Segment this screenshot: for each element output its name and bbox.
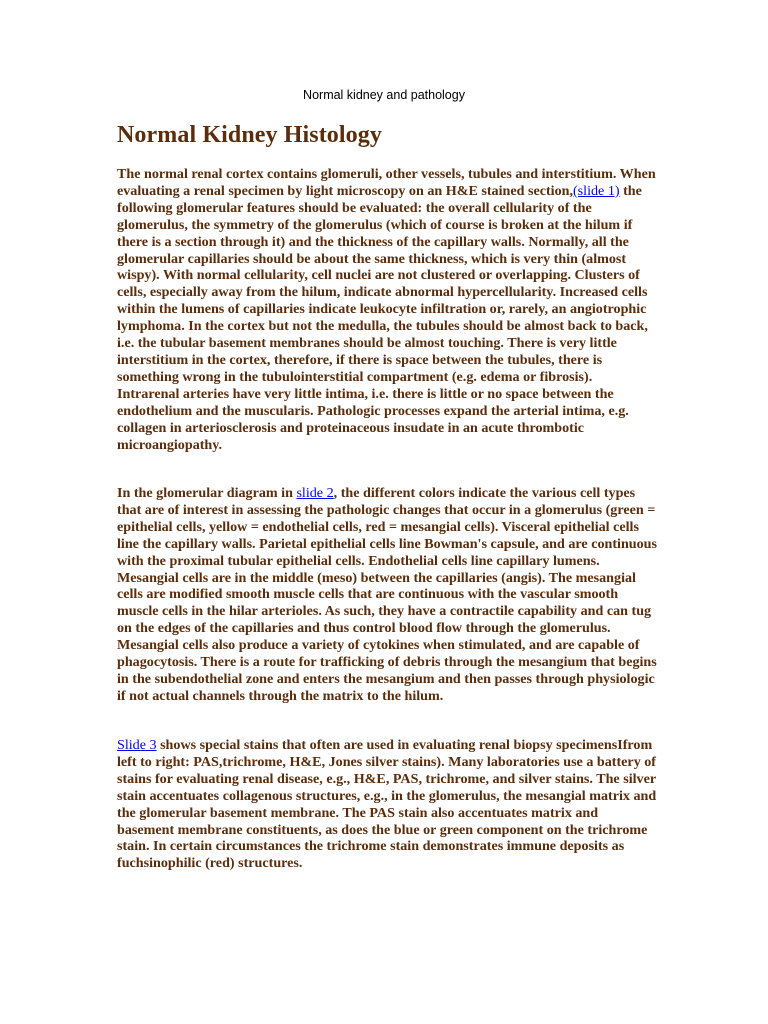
paragraph-special-stains: [117, 737, 657, 872]
paragraph-cortex: [117, 166, 657, 453]
paragraph-text: , the different colors indicate the various cell types that are of interest in assessing the pathologic changes that occur in a glomerulus (green = epithelial cells, yellow = endothelial cells, red = mesangial cells). Visceral epithelial cells line the capillary walls. Parietal epithelial cells line Bowman's capsule, and are continuous with the proximal tubular epithelial cells. Endothelial cells line capillary lumens. Mesangial cells are in the middle (meso) between the capillaries (angis). The mesangial cells are modified smooth muscle cells that are continuous with the vascular smooth muscle cells in the hilar arterioles. As such, they have a contractile capability and can tug on the edges of the capillaries and thus control blood flow through the glomerulus. Mesangial cells also produce a variety of cytokines when stimulated, and are capable of phagocytosis. There is a route for trafficking of debris through the mesangium that begins in the subendothelial zone and enters the mesangium and then passes through physiologic if not actual channels through the matrix to the hilum.: [117, 485, 658, 704]
paragraph-text: In the glomerular diagram in: [117, 485, 297, 501]
slide-3-link[interactable]: Slide 3: [117, 737, 157, 753]
paragraph-text: shows special stains that often are used in evaluating renal biopsy specimensIfrom left to right: PAS,trichrome, H&E, Jones silver stains). Many laboratories use a battery of stains for evaluating renal disease, e.g., H&E, PAS, trichrome, and silver stains. The silver stain accentuates collagenous structures, e.g., in the glomerulus, the mesangial matrix and the glomerular basement membrane. The PAS stain also accentuates matrix and basement membrane constituents, as does the blue or green component on the trichrome stain. In certain circumstances the trichrome stain demonstrates immune deposits as fuchsinophilic (red) structures.: [117, 737, 657, 872]
paragraph-glomerular-diagram: [117, 485, 657, 705]
slide-2-link[interactable]: slide 2: [296, 485, 334, 501]
paragraph-text: the following glomerular features should be evaluated: the overall cellularity of the glomerulus, the symmetry of the glomerulus (which of course is broken at the hilum if there is a section through it) and the thickness of the capillary walls. Normally, all the glomerular capillaries should be about the same thickness, which is very thin (almost wispy). With normal cellularity, cell nuclei are not clustered or overlapping. Clusters of cells, especially away from the hilum, indicate abnormal hypercellularity. Increased cells within the lumens of capillaries indicate leukocyte infiltration or, rarely, an angiotrophic lymphoma. In the cortex but not the medulla, the tubules should be almost back to back, i.e. the tubular basement membranes should be almost touching. There is very little interstitium in the cortex, therefore, if there is space between the tubules, there is something wrong in the tubulointerstitial compartment (e.g. edema or fibrosis). Intrarenal arteries have very little intima, i.e. there is little or no space between the endothelium and the muscularis. Pathologic processes expand the arterial intima, e.g. collagen in arteriosclerosis and proteinaceous insudate in an acute thrombotic microangiopathy.: [117, 182, 648, 453]
slide-1-link[interactable]: (slide 1): [572, 182, 620, 199]
page-header: Normal kidney and pathology: [303, 88, 465, 102]
paragraph-text: The normal renal cortex contains glomeruli, other vessels, tubules and interstitium. When evaluating a renal specimen by light microscopy on an H&E stained section,: [117, 166, 656, 199]
page-title: Normal Kidney Histology: [117, 122, 382, 148]
